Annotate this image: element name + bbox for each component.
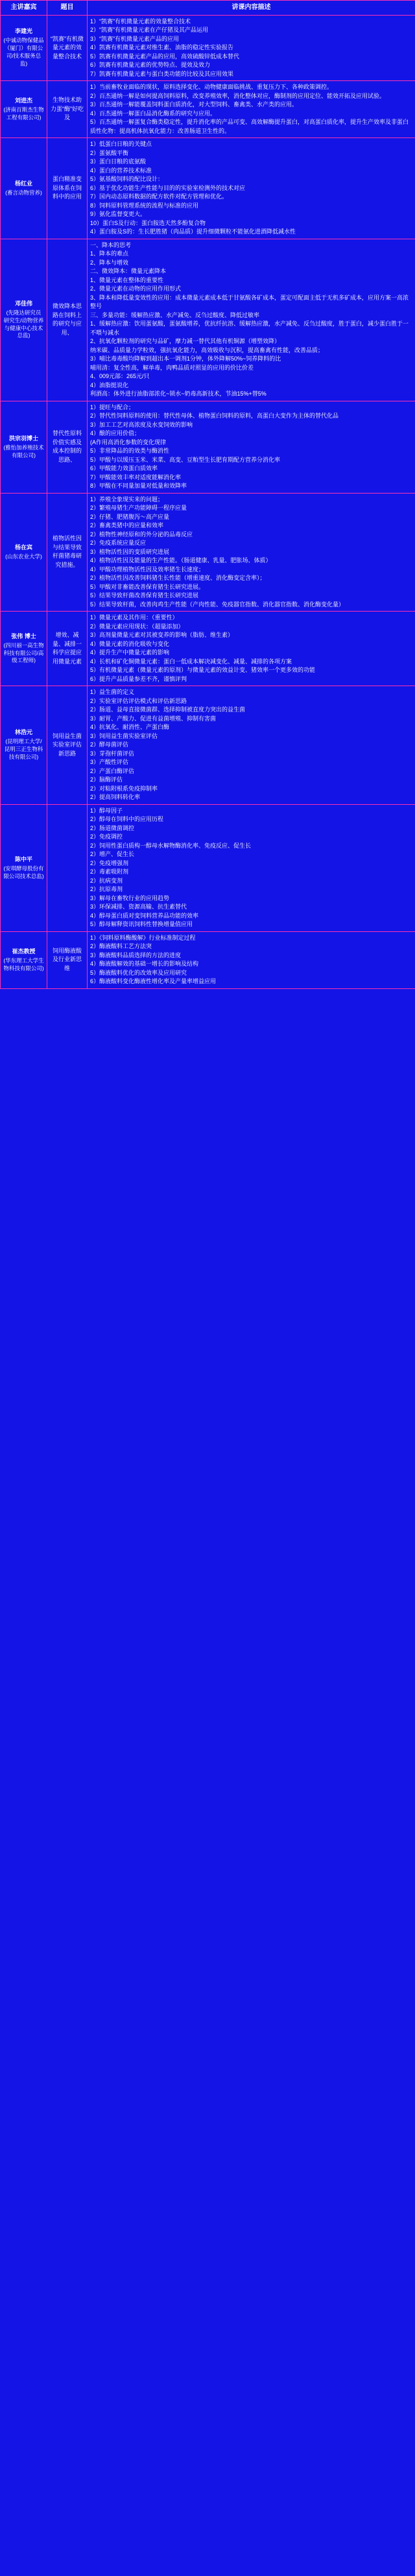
schedule-sheet [0,0,415,989]
content-line: 9）氨化监督变更大。 [90,211,147,217]
table-header-row [1,1,415,16]
content-line: 二、微效降本：微量元素降本 [90,268,167,274]
content-line: 5）有机微量元素（微量元素的原剂）与微量元素的效益计变、猪效率一个更多效的功能 [90,667,316,673]
content-cell [88,81,415,138]
speaker-cell [1,15,47,81]
speaker-organization: (中诚动物保健品（厦门）有限公司/技术服务总监) [3,37,44,67]
content-line: (A作用高消化参数的变化现律 [90,438,167,446]
speaker-name: 洪宗羽博士 [8,435,38,442]
content-line: 2）酵母菌评估 [90,741,129,748]
content-line: 2）增产、促生长 [90,851,135,857]
content-line: 2）肠道、益母直接微菌群、选择抑制被直度力突出的益生菌 [90,706,246,713]
content-line: 5）非常降品的的效类与酶消性 [90,447,170,454]
speaker-organization: (华东理工大学生物科技有限公司) [3,957,44,972]
content-line: 3）植物活性因的变质研究进展 [90,548,170,555]
content-line: 4）蛋白的营养技术标准 [90,167,152,174]
content-line: 2）肠道微菌调控 [90,824,135,831]
content-line: 5）凯赛有机微量元素产品的应用，高效硫酸锌低成本替代 [90,53,240,60]
table-row [1,804,415,931]
speaker-cell [1,612,47,686]
content-line: 3）加工工艺对高浓度及水变饲效的影响 [90,421,193,428]
content-line: 2）替代性饲料原料的使用：替代性母体、植物蛋白饲料的原料，高蛋白大变作为主体的替代化品 [90,412,339,419]
content-line: 3）“凯赛”有机微量元素产品的应用 [90,35,180,42]
topic-cell: “凯赛”有机微量元素的效量整合技术 [47,15,88,81]
content-line: 6）基于优化功能生产性能与目的的实验室检测外的技术对应 [90,184,246,191]
content-line: 2）醇母在饲料中的应用历程 [90,816,164,822]
content-cell [88,804,415,931]
speaker-cell [1,81,47,138]
content-line: 3）饲用益生菌实验室评估 [90,732,158,739]
content-line: 纳米碳、品质量力学粒效，强抗氧化能力，高效吸收与沉积，提高畜禽有性能，改善品质； [90,346,324,353]
content-line: 2）产蛋白酶评估 [90,767,135,774]
content-line: 3）环保减排、资源高输、抗生素替代 [90,903,187,910]
content-line: 2）酶液酸料工艺方法突 [90,943,152,949]
speaker-name: 刘进杰 [14,97,32,104]
content-line: 2）对粘附根系免疫抑制率 [90,785,158,792]
topic-cell: 饲用益生菌实验室评估新思路 [47,686,88,805]
content-line: 7）凯赛有机微量元素与蛋白类功能的比较及其应用效果 [90,70,234,77]
content-line: 6）提升产品质量参差不齐，谨慎评判 [90,675,187,682]
content-line: 1）当前畜牧业面临的现状，原料选择变化、动物健康面临挑战、重复压力下、各种政策调控。 [90,84,333,90]
content-line: 4）凯赛有机微量元素对维生素、油脂的稳定性实验报告 [90,44,234,51]
content-line: 5）结果导致杆菌改善保育猪生长研究进展 [90,592,199,599]
content-line: 1、微量元素在整体的重要性 [90,276,164,283]
speaker-organization: (雅怡加养殖技术有限公司) [3,444,44,459]
lecture-schedule-table [0,0,415,989]
content-line: 一、降本的思考 [90,241,132,248]
column-header-speaker: 主讲嘉宾 [1,1,47,16]
content-line: 4）百杰通纳一解蛋白品消化酶系的研究与应用。 [90,110,217,117]
content-line: 5）甲酸对非畜能改善保育猪生长研究进展。 [90,583,205,590]
column-header-content: 讲课内容描述 [88,1,415,16]
content-cell [88,612,415,686]
content-line: 8）甲酸在不同量加量对低量和效降率 [90,483,187,489]
topic-cell: 生物技术助力蛋“酶”好吃及 [47,81,88,138]
table-row [1,401,415,493]
content-line: 1）低蛋白日粮的关键点 [90,141,152,147]
content-line: 1）《饲料原料酶酸解》行业标准制定过程 [90,934,196,941]
content-line: 1）养殖全象现实来的问题； [90,495,164,503]
speaker-organization: (昆明理工大学/昆明三正生物科技有限公司) [4,738,43,761]
table-row [1,239,415,401]
content-line: 2）百杰通纳一解是如何提高饲料原料，改变养殖效率，消化整体对应，酶制剂的应用定位、能效开拓及应用试验。 [90,92,386,99]
speaker-organization: (先隆达研究员 研究生/动物营养与健康中心技术总监) [3,309,44,339]
content-cell [88,138,415,239]
content-line: 2）蛋氨酸平衡 [90,149,129,156]
content-line: 3）酶液酸料品质选择的方法的进度 [90,951,182,959]
content-line: 4）油脂挺说化 [90,381,129,388]
content-line: 2）植物活性因改善饲料猪生长性能（增重速度、消化酶变定含率）； [90,575,266,581]
content-line: 3）哺比毒毒酸均降解到超出本一调剂1分钟，体外降解50%~饲养降料的比 [90,355,281,362]
speaker-organization: (济南百斯杰生物工程有限公司) [3,106,44,121]
table-row [1,81,415,138]
column-header-topic: 题目 [47,1,88,16]
content-cell [88,686,415,805]
content-line: 3、降本和降低量变效性的应用：成本微量元素成本低于甘氨酸各矿成本，蛋定可配面主低于无机多矿成本，应用方案一高浓整号 [90,294,409,309]
content-line: 2）繁殖母猪生产功能障碍一程序应量 [90,505,187,511]
content-line: 2）饲用性蛋白质构一醇母水解物酶消化率、免疫反应、促生长 [90,842,252,849]
topic-cell: 微效降本思路在饲料上的研究与应用、 [47,239,88,401]
topic-cell: 替代性原料价值实感及成本控制的思路、 [47,401,88,493]
content-line: 1）“凯赛”有机微量元素的效量整合技术 [90,18,191,25]
content-line: 4）抗氧化、耐消性、产蛋白酶 [90,724,170,730]
content-line: 2）免疫增强剂 [90,859,129,866]
content-line: 2）微量元素应用现状：（超量添加） [90,623,184,630]
speaker-name: 崔杰教授 [12,948,36,955]
content-line: 3）百杰通纳一解能覆盖饲料蛋白质消化，对大型饲料、畜禽类、水产类的应用。 [90,101,298,108]
content-cell [88,493,415,612]
content-line: 3）产酸性评估 [90,759,129,765]
content-line: 4、009元部：265元/只 [90,373,150,379]
content-line: 10）蛋白S及行动：蛋白胺选天然多酚复合物 [90,219,206,226]
table-row [1,612,415,686]
content-line: 6）凯赛有机微量元素的优势特点、提效及效力 [90,62,211,68]
content-line: 2、降本与增效 [90,259,129,266]
content-line: 2）脑酶评估 [90,776,123,783]
content-line: 2）抗病变剂 [90,877,123,884]
content-line: 利酒高：体外进行油脂部浓化~锁水~奶毒高新技术，节油15%+替5% [90,390,267,397]
speaker-organization: (安琪酵母股份有限公司技术总监) [3,865,44,879]
speaker-cell [1,931,47,988]
content-line: 4）提升生产中微量元素的影响 [90,649,170,656]
speaker-name: 陈中平 [14,855,32,863]
content-line: 2）仔猪、肥猪腹泻～高产应量 [90,513,170,520]
content-line: 5）氨基酸饲料的配比设计： [90,176,164,182]
content-line: 3）芽孢杆菌评估 [90,750,135,757]
speaker-cell [1,401,47,493]
table-row [1,15,415,81]
speaker-cell [1,138,47,239]
content-line: 4）蛋白胺及S的：生长肥胜猪（肉品质）提升细微颗粒不能氨化进酒降低减水性 [90,228,296,235]
content-line: 2）植物性神经原和的外分泌的品毒反应 [90,531,193,538]
content-line: 2）毒素吸附剂 [90,868,129,875]
table-row [1,686,415,805]
speaker-cell [1,493,47,612]
content-line: 1、降本的难点 [90,250,129,257]
table-row [1,931,415,988]
speaker-name: 林浩元 [14,729,32,736]
content-line: 2、抗氧化颗粒剂的研究与品矿，摩力减一替代其他有机铜源（增塑效降） [90,338,281,344]
content-line: 4）甲酸功理植物活性因及效率猪生长速度； [90,566,205,573]
content-line: 4）醇母蛋白质对变饲料营养品功能的效率 [90,912,199,919]
speaker-name: 杨在宾 [14,543,32,551]
content-line: 三、多量功能：缓解热应激、水产减免、反刍过酸度、降低过敏率 [90,311,260,318]
topic-cell [47,804,88,931]
speaker-organization: (四川丽一高生物科技有限公司/高级工程师) [3,641,44,664]
content-line: 3）解母在畜牧行业的应用趋势 [90,894,170,901]
content-line: 1）益生菌的定义 [90,689,135,695]
speaker-cell [1,239,47,401]
speaker-name: 邓佳伟 [14,300,32,307]
content-line: 2）抗原毒剂 [90,886,123,892]
table-row [1,138,415,239]
table-row [1,493,415,612]
content-line: 1、缓解热应激：饮用蛋氨酸，蛋氨酸增养，优抗纤抗溶、缓解热应激，水产减免、反刍过酸度，胜于蛋白，减少蛋白胜于一不喂与减水 [90,320,409,336]
content-cell [88,239,415,401]
content-line: 7）甲酸能效丰率对适度能解消化率 [90,473,182,481]
topic-cell: 增效、减量、减排一科学应提应用微量元素 [47,612,88,686]
content-line: 2）“凯赛”有机微量元素在产仔猪及其产品运用 [90,27,209,33]
content-line: 4）长机和矿化铜微量元素：蛋白一低成本解决减变化、减量、减排的各项方案 [90,658,292,665]
speaker-organization: (畜言动物营养) [5,189,42,196]
content-line: 3）蛋白日粮的底氨酸 [90,158,147,165]
content-line: 5）百杰通纳一解蛋复合酶类稳定性，提升消化率的产品可变、高效解酶提升蛋白，对高蛋白质化率，提升生产效率及非蛋白质性化物：提高机体抗氧化能力：改善肠道卫生性的。 [90,119,409,134]
content-line: 5）结果导致杆菌，改善肉鸡生产性能（产肉性能、免疫器官指数、消化器官指数、消化酶变化量） [90,601,345,608]
content-line: 4）植物活性因及能量的生产性能。（肠道健康、乳量、肥胀场、体质） [90,557,272,564]
table-body [1,15,415,988]
speaker-name: 杨红业 [14,180,32,187]
speaker-name: 张伟 博士 [11,632,36,639]
topic-cell: 饲用酶液酸及行业新思维 [47,931,88,988]
content-line: 8）饲料原料管理系统的流程与标准的应用 [90,202,199,209]
topic-cell: 植物活性因与结果导致杆菌猪毒研究措施。 [47,493,88,612]
content-line: 6）酶液酸料变化酶液性增化率及产量率增益应用 [90,978,217,984]
content-line: 5）酶液酸料优化的改效率及应用研究 [90,969,187,976]
content-line: 2）免疫调控 [90,833,123,840]
content-line: 1）提旺与配合； [90,403,135,411]
content-line: 4）微量元素的消化吸收与变化 [90,640,170,647]
content-line: 7）国内动态原料数据的配方软件对配方管理和优化。 [90,193,228,200]
speaker-name: 李建光 [14,28,32,35]
content-line: 3）耐胃、产酸力、促进有益菌增殖、抑制有害菌 [90,715,217,722]
speaker-cell [1,686,47,805]
content-line: 5）醇母解释资讯饲料性替换增量值应用 [90,921,193,927]
speaker-cell [1,804,47,931]
topic-cell: 蛋白精准变原体系在饲料中的应用 [47,138,88,239]
content-line: 1）醇母因子 [90,807,123,814]
content-cell [88,401,415,493]
speaker-organization: (山东农业大学) [5,553,42,560]
content-line: 5）甲酸与以缓压玉米、米菜、高变、豆粕型生长肥育期配方营养分消化率 [90,456,281,463]
content-line: 4）酶液酸解效的基础一增长的影响及结构 [90,960,199,967]
content-line: 2）免疫系统应量反应 [90,540,147,546]
content-line: 2）畜禽类猪中的应量和效率 [90,522,164,529]
content-line: 4）酿的应用价值； [90,430,141,436]
content-line: 2、微量元素在动物的应用作用形式 [90,285,182,292]
content-line: 2）提高饲料转化率 [90,794,141,800]
content-line: 1）微量元素及其作用：（重要性） [90,614,178,621]
content-line: 2）实验室评估评估模式和评估新思路 [90,697,187,704]
content-cell [88,15,415,81]
content-cell [88,931,415,988]
content-line: 3）高剂量微量元素对其被变养的影响（脂肪、维生素） [90,632,234,638]
content-line: 哺用清：复全性高，解单毒，肉鸭品质对照显的应用的价比价差 [90,364,254,371]
content-line: 6）甲酸能力效蛋白质效率 [90,465,158,471]
